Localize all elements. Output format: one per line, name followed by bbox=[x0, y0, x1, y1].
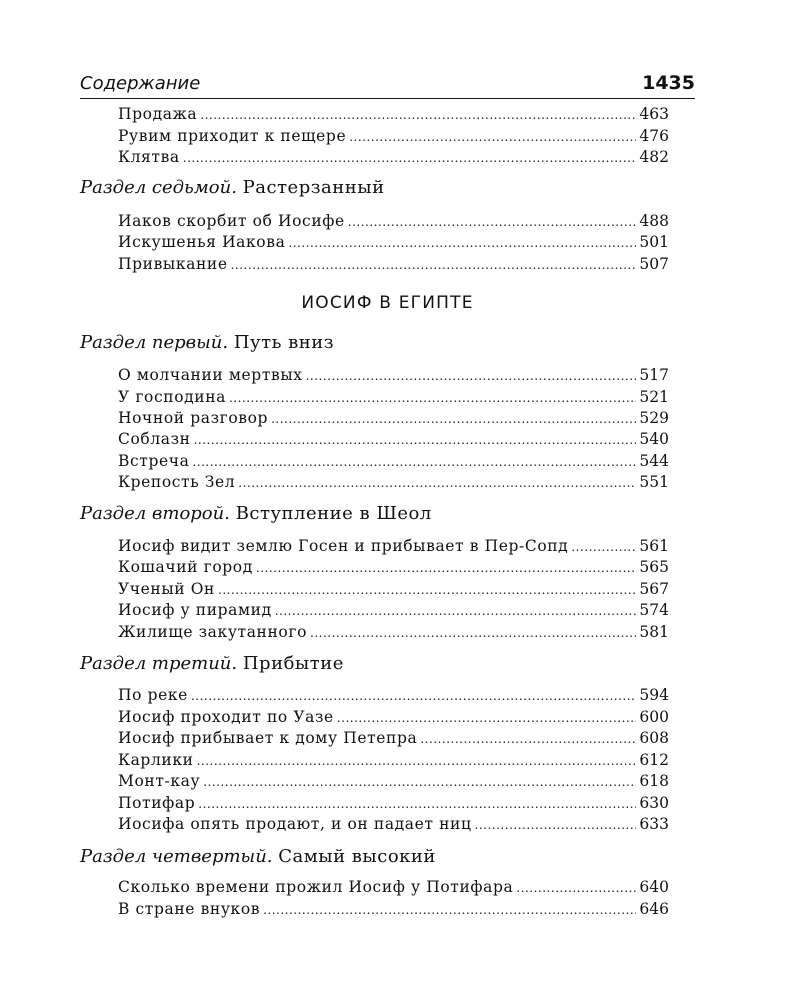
toc-entry-title: Жилище закутанного bbox=[118, 623, 307, 641]
toc-entry-page: 529 bbox=[639, 409, 669, 427]
toc-entry-page: 482 bbox=[639, 148, 669, 166]
toc-entry-page: 463 bbox=[639, 105, 669, 123]
toc-entry-page: 501 bbox=[639, 233, 669, 251]
toc-entry-page: 507 bbox=[639, 255, 669, 273]
dot-leader bbox=[337, 707, 637, 729]
toc-entry-page: 594 bbox=[639, 686, 669, 704]
toc-entry-page: 608 bbox=[639, 729, 669, 747]
toc-entry bbox=[118, 749, 669, 771]
toc-entry bbox=[118, 706, 669, 728]
section-heading bbox=[80, 174, 700, 202]
toc-entry-title: Встреча bbox=[118, 452, 190, 470]
toc-entry-page: 630 bbox=[639, 794, 669, 812]
toc-entry-page: 600 bbox=[639, 708, 669, 726]
toc-entry bbox=[118, 578, 669, 600]
toc-entry-page: 633 bbox=[639, 815, 669, 833]
toc-entry-title: Ученый Он bbox=[118, 580, 215, 598]
section-label: Раздел первый. bbox=[80, 332, 229, 353]
toc-entry bbox=[118, 450, 669, 472]
toc-entry-page: 544 bbox=[639, 452, 669, 470]
toc-entry bbox=[118, 146, 669, 168]
toc-entry bbox=[118, 428, 669, 450]
toc-entry-page: 476 bbox=[639, 127, 669, 145]
toc-entry-page: 567 bbox=[639, 580, 669, 598]
toc-entry-title: Иосиф у пирамид bbox=[118, 601, 272, 619]
toc-entry-title: Иосиф видит землю Госен и прибывает в Пер-Сопд bbox=[118, 537, 569, 555]
toc-entry-page: 640 bbox=[639, 878, 669, 896]
toc-entry-title: Кошачий город bbox=[118, 558, 253, 576]
page-number: 1435 bbox=[642, 72, 695, 94]
toc-entry bbox=[118, 813, 669, 835]
toc-entry-title: Продажа bbox=[118, 105, 198, 123]
dot-leader bbox=[271, 408, 636, 430]
dot-leader bbox=[198, 793, 636, 815]
toc-entry-title: Ночной разговор bbox=[118, 409, 269, 427]
toc-entry bbox=[118, 407, 669, 429]
running-head bbox=[80, 72, 695, 99]
toc-entry-title: Потифар bbox=[118, 794, 196, 812]
toc-entry-page: 581 bbox=[639, 623, 669, 641]
section-label: Раздел второй. bbox=[80, 503, 230, 524]
dot-leader bbox=[256, 557, 637, 579]
toc-entry-title: Сколько времени прожил Иосиф у Потифара bbox=[118, 878, 514, 896]
dot-leader bbox=[218, 579, 636, 601]
section-label: Раздел четвертый. bbox=[80, 846, 273, 867]
dot-leader bbox=[275, 600, 637, 622]
toc-entry bbox=[118, 471, 669, 493]
dot-leader bbox=[420, 728, 636, 750]
toc-entry-title: Соблазн bbox=[118, 430, 191, 448]
toc-entry bbox=[118, 599, 669, 621]
section-heading bbox=[80, 843, 700, 871]
toc-entry-title: Монт-кау bbox=[118, 772, 201, 790]
dot-leader bbox=[238, 472, 636, 494]
toc-entry bbox=[118, 231, 669, 253]
dot-leader bbox=[183, 147, 637, 169]
section-name: Прибытие bbox=[242, 653, 344, 674]
toc-entry bbox=[118, 727, 669, 749]
toc-entry-page: 612 bbox=[639, 751, 669, 769]
toc-entry-title: Клятва bbox=[118, 148, 180, 166]
toc-entry-page: 540 bbox=[639, 430, 669, 448]
section-name: Самый высокий bbox=[278, 846, 436, 867]
dot-leader bbox=[349, 126, 636, 148]
section-name: Путь вниз bbox=[233, 332, 335, 353]
toc-entry-page: 574 bbox=[639, 601, 669, 619]
toc-entry bbox=[118, 621, 669, 643]
toc-entry-title: Иосиф прибывает к дому Петепра bbox=[118, 729, 418, 747]
toc-entry bbox=[118, 386, 669, 408]
part-title: ИОСИФ В ЕГИПТЕ bbox=[301, 293, 474, 313]
toc-entry-page: 565 bbox=[639, 558, 669, 576]
section-heading bbox=[80, 650, 700, 678]
toc-entry bbox=[118, 684, 669, 706]
toc-entry-title: Иосиф проходит по Уазе bbox=[118, 708, 334, 726]
toc-entry-title: Карлики bbox=[118, 751, 194, 769]
toc-entry-title: Искушенья Иакова bbox=[118, 233, 286, 251]
running-head-title: Содержание bbox=[80, 73, 201, 94]
dot-leader bbox=[571, 536, 636, 558]
toc-entry bbox=[118, 103, 669, 125]
toc-entry bbox=[118, 792, 669, 814]
toc-entry-page: 551 bbox=[639, 473, 669, 491]
dot-leader bbox=[229, 387, 636, 409]
toc-entry-title: Иосифа опять продают, и он падает ниц bbox=[118, 815, 472, 833]
toc-entry-page: 646 bbox=[639, 900, 669, 918]
toc-entry bbox=[118, 876, 669, 898]
dot-leader bbox=[197, 750, 637, 772]
toc-entry bbox=[118, 770, 669, 792]
section-heading bbox=[80, 500, 700, 528]
toc-entry bbox=[118, 253, 669, 275]
toc-entry-page: 618 bbox=[639, 772, 669, 790]
toc-entry bbox=[118, 898, 669, 920]
toc-entry bbox=[118, 210, 669, 232]
toc-entry-title: В стране внуков bbox=[118, 900, 261, 918]
toc-entry-title: Рувим приходит к пещере bbox=[118, 127, 347, 145]
dot-leader bbox=[348, 211, 637, 233]
dot-leader bbox=[288, 232, 636, 254]
dot-leader bbox=[231, 254, 637, 276]
toc-entry-title: Иаков скорбит об Иосифе bbox=[118, 212, 345, 230]
toc-entry-page: 561 bbox=[639, 537, 669, 555]
section-name: Вступление в Шеол bbox=[235, 503, 432, 524]
section-name: Растерзанный bbox=[242, 177, 385, 198]
section-heading bbox=[80, 329, 700, 357]
toc-entry-page: 517 bbox=[639, 366, 669, 384]
dot-leader bbox=[310, 622, 636, 644]
dot-leader bbox=[192, 451, 636, 473]
toc-entry-title: У господина bbox=[118, 388, 226, 406]
toc-entry bbox=[118, 556, 669, 578]
toc-entry bbox=[118, 535, 669, 557]
toc-entry bbox=[118, 364, 669, 386]
toc-entry-page: 488 bbox=[639, 212, 669, 230]
dot-leader bbox=[191, 685, 636, 707]
dot-leader bbox=[306, 365, 637, 387]
section-label: Раздел третий. bbox=[80, 653, 238, 674]
toc-entry-title: О молчании мертвых bbox=[118, 366, 303, 384]
toc-entry-title: Привыкание bbox=[118, 255, 228, 273]
toc-entry-title: Крепость Зел bbox=[118, 473, 236, 491]
dot-leader bbox=[516, 877, 636, 899]
toc-entry-title: По реке bbox=[118, 686, 188, 704]
dot-leader bbox=[194, 429, 637, 451]
toc-entry bbox=[118, 125, 669, 147]
dot-leader bbox=[203, 771, 636, 793]
section-label: Раздел седьмой. bbox=[80, 177, 237, 198]
dot-leader bbox=[263, 899, 636, 921]
dot-leader bbox=[200, 104, 636, 126]
dot-leader bbox=[475, 814, 637, 836]
toc-entry-page: 521 bbox=[639, 388, 669, 406]
